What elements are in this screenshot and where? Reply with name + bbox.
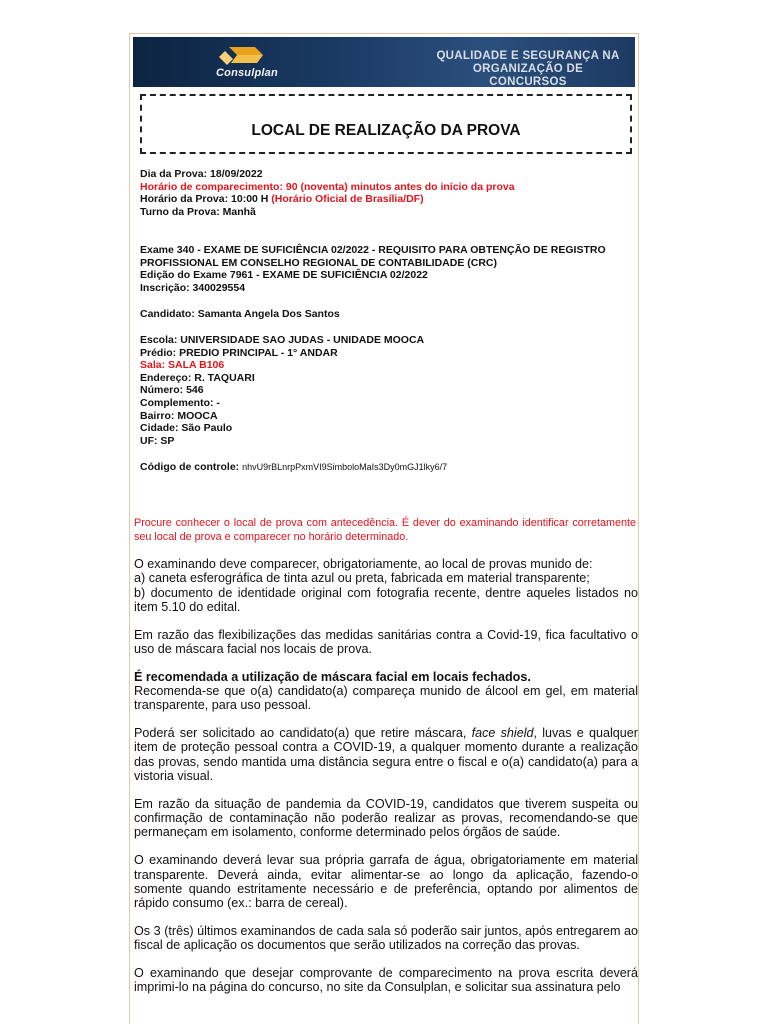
escola: Escola: UNIVERSIDADE SAO JUDAS - UNIDADE MOOCA: [140, 334, 425, 346]
candidato: Candidato: Samanta Angela Dos Santos: [140, 308, 340, 320]
mask-recommendation-text: Recomenda-se que o(a) candidato(a) compareça munido de álcool em gel, em material transparente, para uso pessoal.: [134, 684, 638, 713]
bairro: Bairro: MOOCA: [140, 409, 218, 422]
horario-prova: Horário da Prova: 10:00 H: [140, 193, 272, 206]
uf: UF: SP: [140, 434, 175, 447]
codigo-controle: [140, 461, 632, 474]
header-slogan: [433, 50, 623, 87]
logo-text: Consulplan: [216, 67, 278, 79]
exame-line-1: Exame 340 - EXAME DE SUFICIÊNCIA 02/2022 - REQUISITO PARA OBTENÇÃO DE REGISTRO: [140, 244, 606, 256]
inscricao: Inscrição: 340029554: [140, 281, 246, 294]
materials-intro: O examinando deve comparecer, obrigatoriamente, ao local de provas munido de:: [134, 557, 593, 571]
endereco: Endereço: R. TAQUARI: [140, 371, 255, 384]
header-banner: [133, 37, 635, 87]
paragraph-face-shield: [134, 726, 638, 783]
document-page: [129, 33, 639, 1024]
codigo-label: Código de controle:: [140, 461, 243, 473]
edicao-exame: Edição do Exame 7961 - EXAME DE SUFICIÊNCIA 02/2022: [140, 269, 428, 282]
face-shield-text-b: , luvas e qualquer item de proteção pessoal contra a COVID-19, a qualquer momento durante a realização das provas, sendo mantida uma distância segura entre o fiscal e o(a) candidato(a) para a vistoria visual.: [134, 726, 638, 784]
materials-item-b: b) documento de identidade original com fotografia recente, dentre aqueles listados no item 5.10 do edital.: [134, 585, 638, 614]
paragraph-last-examinees: Os 3 (três) últimos examinandos de cada sala só poderão sair juntos, após entregarem ao fiscal de aplicação os documentos que serão utilizados na correção das provas.: [134, 923, 638, 953]
exame-line-2: PROFISSIONAL EM CONSELHO REGIONAL DE CONTABILIDADE (CRC): [140, 256, 498, 269]
paragraph-mask-recommended: [134, 670, 638, 713]
slogan-line-2: ORGANIZAÇÃO DE CONCURSOS: [472, 63, 584, 87]
cidade: Cidade: São Paulo: [140, 422, 233, 435]
exam-schedule: [140, 168, 632, 218]
instructions: [134, 557, 638, 1008]
predio: Prédio: PREDIO PRINCIPAL - 1° ANDAR: [140, 346, 338, 359]
paragraph-mask-optional: Em razão das flexibilizações das medidas sanitárias contra a Covid-19, fica facultativo o uso de máscara facial nos locais de prova.: [134, 627, 638, 656]
dia-prova: Dia da Prova: 18/09/2022: [140, 168, 263, 180]
horario-prova-line: [140, 193, 632, 206]
exam-location: [140, 334, 632, 447]
codigo-value: nhvU9rBLnrpPxmVI9SimboloMaIs3Dy0mGJ1lky6/7: [242, 462, 448, 472]
horario-oficial: (Horário Oficial de Brasília/DF): [271, 193, 424, 206]
slogan-line-1: QUALIDADE E SEGURANÇA NA: [436, 50, 620, 62]
paragraph-materials: [134, 557, 638, 614]
paragraph-water-bottle: O examinando deverá levar sua própria garrafa de água, obrigatoriamente em material transparente. Deverá ainda, evitar alimentar-se ao longo da aplicação, fazendo-o somente quando estritamente necessário e de preferência, optando por alimentos de rápido consumo (ex.: barra de cereal).: [134, 853, 638, 911]
exam-details: [140, 244, 632, 294]
horario-comparecimento: Horário de comparecimento: 90 (noventa) minutos antes do início da prova: [140, 180, 515, 193]
page-title: LOCAL DE REALIZAÇÃO DA PROVA: [251, 122, 521, 139]
paragraph-covid-isolation: Em razão da situação de pandemia da COVID-19, candidatos que tiverem suspeita ou confirmação de contaminação não poderão realizar as provas, recomendando-se que permaneçam em isolamento, conforme determinado pelos órgãos de saúde.: [134, 796, 638, 840]
sala: Sala: SALA B106: [140, 359, 225, 372]
mask-recommendation-heading: É recomendada a utilização de máscara facial em locais fechados.: [134, 669, 531, 684]
title-box: [140, 94, 632, 154]
face-shield-term: face shield: [471, 726, 534, 741]
turno-prova: Turno da Prova: Manhã: [140, 205, 256, 218]
face-shield-text-a: Poderá ser solicitado ao candidato(a) que retire máscara,: [134, 726, 472, 741]
materials-item-a: a) caneta esferográfica de tinta azul ou preta, fabricada em material transparente;: [134, 571, 590, 586]
notice-text: Procure conhecer o local de prova com antecedência. É dever do examinando identificar corretamente seu local de prova e comparecer no horário determinado.: [134, 517, 636, 543]
numero: Número: 546: [140, 384, 204, 397]
complemento: Complemento: -: [140, 396, 220, 409]
paragraph-attendance-proof: O examinando que desejar comprovante de comparecimento na prova escrita deverá imprimi-lo na página do concurso, no site da Consulplan, e solicitar sua assinatura pelo: [134, 966, 638, 995]
